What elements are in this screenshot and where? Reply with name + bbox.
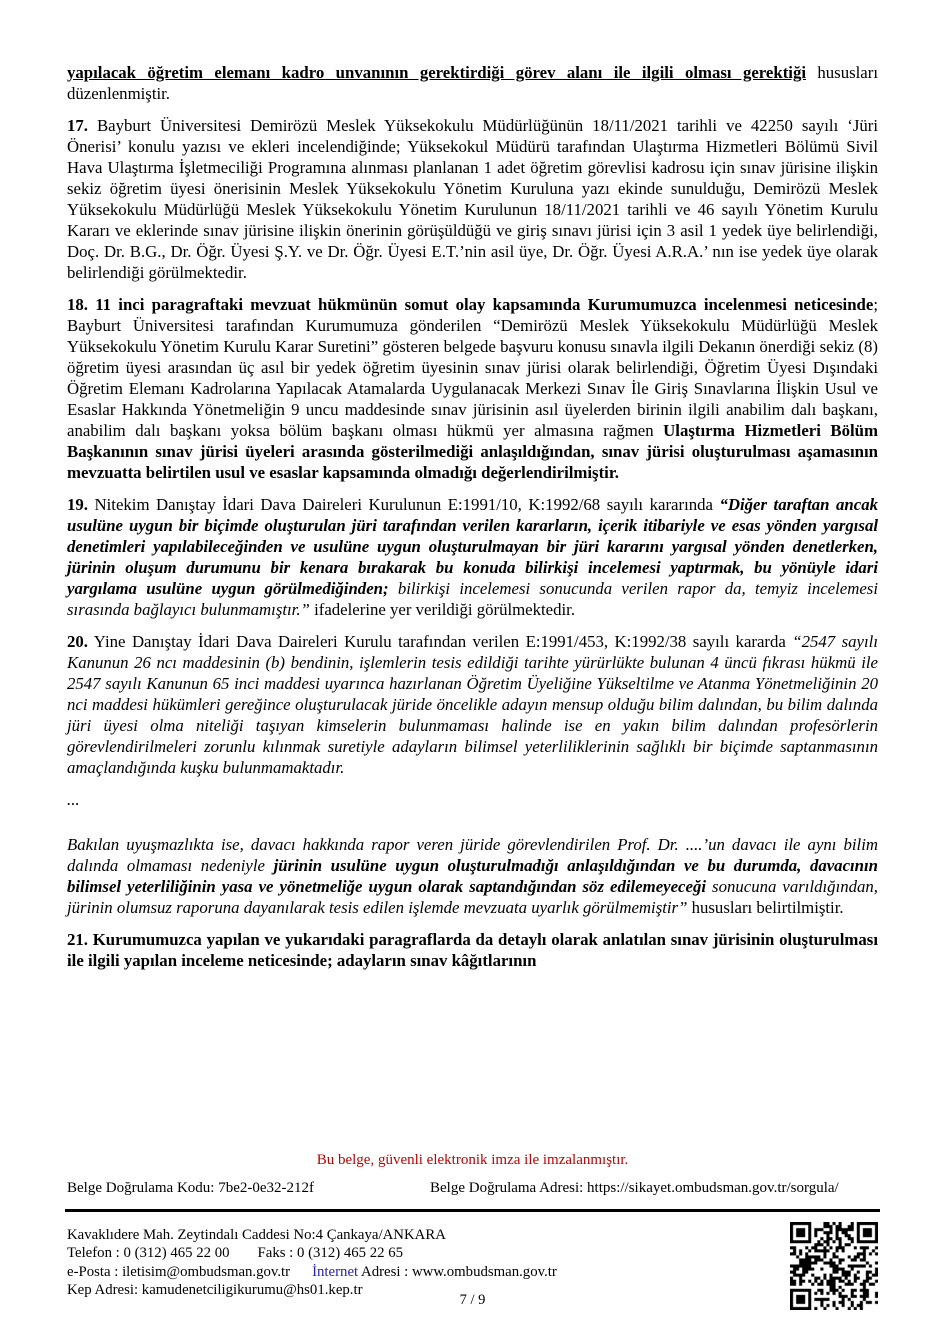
text-run: 19. bbox=[67, 495, 88, 514]
text-run: Bakılan uyuşmazlıkta ise, davacı hakkında rapor veren jüride görevlendirilen Prof. Dr. ....’un davacı ile aynı bilim dalında olmaması nedeniyle bbox=[67, 835, 878, 875]
text-run: “2547 sayılı Kanunun 26 ncı maddesinin (b) bendinin, işlemlerin tesis edildiği tarihte yürürlükte bulunan 4 üncü fıkrası hükmü ile 2547 sayılı Kanunun 65 inci maddesi uyarınca hazırlanan Öğretim Üyeliğine Yükseltilme ve Atanma Yönetmeliğinin 20 nci maddesi hükümleri gereğince oluşturulacak jüride öncelikle adayın mensup olduğu bilim dalından, bu bilim dalında jüri üyesi olma niteliği taşıyan kimselerin bulunmaması halinde ise en yakın bilim dalından profesörlerin görevlendirilmeleri zorunlu kılınmak suretiyle adayların bilimsel yeterliliklerinin sağlıklı bir biçimde saptanmasının amaçlandığında kuşku bulunmamaktadır. bbox=[67, 632, 878, 777]
intro-paragraph bbox=[67, 62, 878, 104]
fax-number: Faks : 0 (312) 465 22 65 bbox=[257, 1245, 404, 1262]
verification-address: Belge Doğrulama Adresi: https://sikayet.ombudsman.gov.tr/sorgula/ bbox=[430, 1180, 839, 1196]
text-run: 18. 11 inci paragraftaki mevzuat hükmünün somut olay kapsamında Kurumumuzca incelenmesi neticesinde bbox=[67, 295, 874, 314]
contact-address-block bbox=[67, 1226, 727, 1299]
internet-label: İnternet bbox=[312, 1263, 359, 1280]
email-address: e-Posta : iletisim@ombudsman.gov.tr bbox=[67, 1263, 291, 1280]
qr-code bbox=[790, 1222, 878, 1310]
text-run: hususları düzenlenmiştir. bbox=[67, 63, 878, 103]
text-run: ifadelerine yer verildiği görülmektedir. bbox=[309, 600, 576, 619]
text-run: “Diğer taraftan ancak usulüne uygun bir biçimde oluşturulan jüri tarafından verilen kararların, içerik itibariyle ve esas yönden yargısal denetimleri yapılabileceğinden ve usulüne uygun oluşturulmayan bir jüri kararını yargısal yönden denetlerken, jürinin oluşum durumunu bir kenara bırakarak bu konuda bilirkişi incelemesi yaptırmak, bu yönüyle idari yargılama usulüne uygun görülmediğinden; bbox=[67, 495, 878, 598]
text-run: Bayburt Üniversitesi Demirözü Meslek Yüksekokulu Müdürlüğünün 18/11/2021 tarihli ve 42250 sayılı ‘Jüri Önerisi’ konulu yazısı ve ekleri incelendiğinde; Yüksekokul Müdürü tarafından Ulaştırma Hizmetleri Bölümü Sivil Hava Ulaştırma İşletmeciliği Programına alınması planlanan 1 adet öğretim görevlisi kadrosu için sınav jürisine ilişkin sekiz öğretim üyesi önerisinin Meslek Yüksekokulu Yönetim Kuruluna yazı ekinde sunulduğu, Demirözü Meslek Yüksekokulu Müdürlüğü Meslek Yüksekokulu Yönetim Kurulunun 18/11/2021 tarihli ve 46 sayılı Yönetim Kurulu Kararı ve eklerinde sınav jürisine ilişkin önerinin görüşüldüğü ve giriş sınavı jürisi için 3 asil 1 yedek üye belirlendiği, Doç. Dr. B.G., Dr. Öğr. Üyesi Ş.Y. ve Dr. Öğr. Üyesi E.T.’nin asil üye, Dr. Öğr. Üyesi A.R.A.’ nın ise yedek üye olarak belirlendiği görülmektedir. bbox=[67, 116, 878, 282]
kep-address: Kep Adresi: kamudenetciligikurumu@hs01.kep.tr bbox=[67, 1281, 363, 1298]
e-signature-notice: Bu belge, güvenli elektronik imza ile imzalanmıştır. bbox=[316, 1152, 629, 1168]
phone-number: Telefon : 0 (312) 465 22 00 bbox=[67, 1245, 230, 1262]
text-run: 20. bbox=[67, 632, 88, 651]
internet-address: Adresi : www.ombudsman.gov.tr bbox=[358, 1263, 557, 1280]
document-body bbox=[67, 62, 878, 982]
paragraph-18 bbox=[67, 294, 878, 483]
quote-paragraph bbox=[67, 834, 878, 918]
paragraph-17 bbox=[67, 115, 878, 283]
text-run: hususları belirtilmiştir. bbox=[687, 898, 844, 917]
text-run: Nitekim Danıştay İdari Dava Daireleri Kurulunun E:1991/10, K:1992/68 sayılı kararında bbox=[87, 495, 720, 514]
text-run: 17. bbox=[67, 116, 88, 135]
text-run: yapılacak öğretim elemanı kadro unvanının gerektirdiği görev alanı ile ilgili olması gerektiği bbox=[67, 63, 807, 82]
ellipsis-paragraph bbox=[67, 789, 878, 810]
text-run: ... bbox=[67, 790, 80, 809]
text-run: bilirkişi incelemesi sonucunda verilen rapor da, temyiz incelemesi sırasında bağlayıcı bulunmamıştır.” bbox=[67, 579, 878, 619]
paragraph-20 bbox=[67, 631, 878, 778]
text-run: ; Bayburt Üniversitesi tarafından Kurumumuza gönderilen “Demirözü Meslek Yüksekokulu Müdürlüğü Meslek Yüksekokulu Yönetim Kurulu Karar Suretini” gösteren belgede başvuru konusu sınavla ilgili Dekanın önerdiği sekiz (8) öğretim üyesi arasından üç asıl bir yedek öğretim üyesinin sınav jürisi olarak belirlendiği, Öğretim Üyesi Dışındaki Öğretim Elemanı Kadrolarına Yapılacak Atamalarda Uygulanacak Merkezi Sınav İle Giriş Sınavlarına İlişkin Usul ve Esaslar Hakkında Yönetmeliğin 9 uncu maddesinde sınav jürisinin asıl üyelerden birinin ilgili anabilim dalı başkanı, anabilim dalı başkanı yoksa bölüm başkanı olması hükmü yer almasına rağmen bbox=[67, 295, 878, 440]
text-run: Ulaştırma Hizmetleri Bölüm Başkanının sınav jürisi üyeleri arasında gösterilmediği anlaşıldığından, sınav jürisi oluşturulması aşamasının mevzuatta belirtilen usul ve esaslar kapsamında olmadığı değerlendirilmiştir. bbox=[67, 421, 878, 482]
text-run: sonucuna varıldığından, jürinin olumsuz raporuna dayanılarak tesis edilen işlemde mevzuata uyarlık görülmemiştir” bbox=[67, 877, 878, 917]
verification-code: Belge Doğrulama Kodu: 7be2-0e32-212f bbox=[67, 1180, 315, 1196]
street-address: Kavaklıdere Mah. Zeytindalı Caddesi No:4 Çankaya/ANKARA bbox=[67, 1227, 446, 1243]
phone-fax-line bbox=[67, 1244, 727, 1262]
verification-row bbox=[67, 1180, 878, 1200]
text-run: 21. Kurumumuzca yapılan ve yukarıdaki paragraflarda da detaylı olarak anlatılan sınav jürisinin oluşturulması ile ilgili yapılan inceleme neticesinde; adayların sınav kâğıtlarının bbox=[67, 930, 878, 970]
text-run: jürinin usulüne uygun oluşturulmadığı anlaşıldığından ve bu durumda, davacının bilimsel yeterliliğinin yasa ve yönetmeliğe uygun olarak saptandığından söz edilemeyeceği bbox=[67, 856, 879, 896]
paragraph-19 bbox=[67, 494, 878, 620]
footer-divider bbox=[65, 1209, 880, 1212]
page-number: 7 / 9 bbox=[459, 1292, 486, 1308]
email-internet-line bbox=[67, 1263, 727, 1281]
paragraph-21 bbox=[67, 929, 878, 971]
text-run: Yine Danıştay İdari Dava Daireleri Kurulu tarafından verilen E:1991/453, K:1992/38 sayılı kararda bbox=[87, 632, 793, 651]
